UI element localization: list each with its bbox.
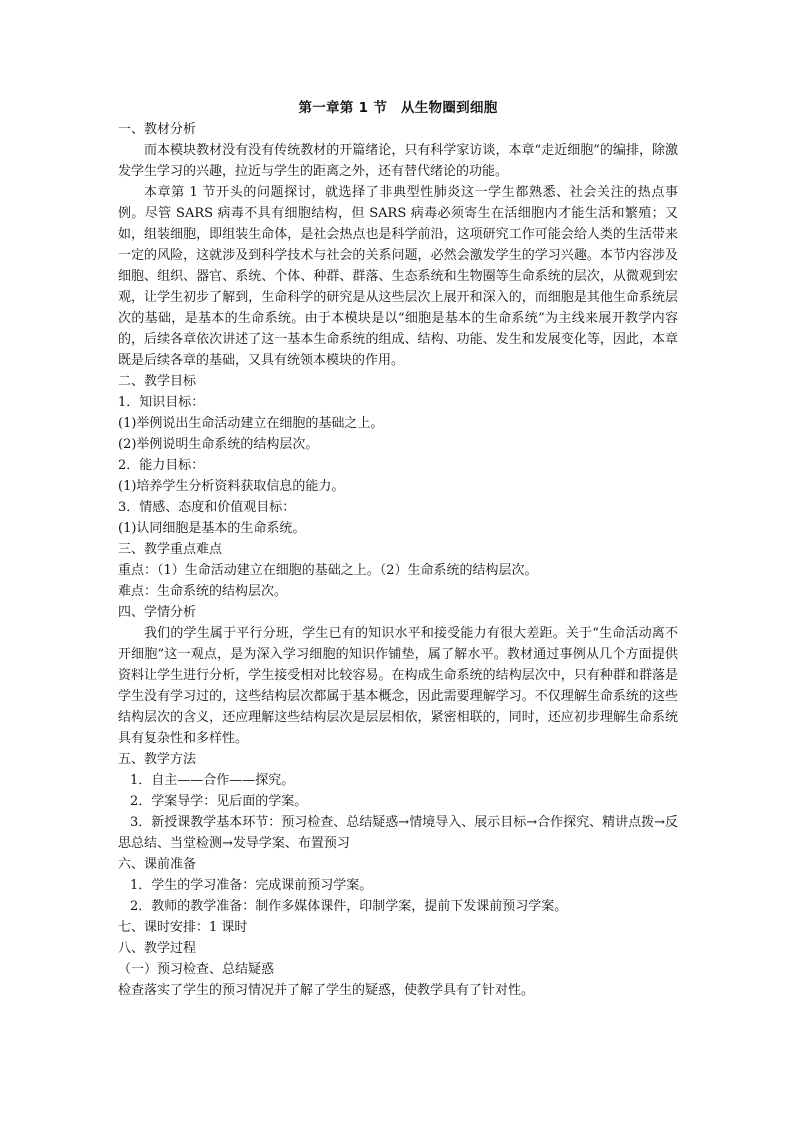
section-heading-5: 五、教学方法: [118, 752, 197, 767]
document-title: 第一章第 1 节 从生物圈到细胞: [298, 100, 498, 116]
section-heading-2: 二、教学目标: [118, 374, 197, 389]
section-heading-7: 七、课时安排：1 课时: [118, 920, 248, 935]
paragraph-2: 本章第 1 节开头的问题探讨，就选择了非典型性肺炎这一学生都熟悉、社会关注的热点事例。尽管 SARS 病毒不具有细胞结构，但 SARS 病毒必须寄生在活细胞内才能生活和繁殖；又如，组装细胞，即组装生命体，是社会热点也是科学前沿，这项研究工作可能会给人类的生活带来一定的风险，这就涉及到科学技术与社会的关系问题，必然会激发学生的学习兴趣。本节内容涉及细胞、组织、器官、系统、个体、种群、群落、生态系统和生物圈等生命系统的层次，从微观到宏观，让学生初步了解到，生命科学的研究是从这些层次上展开和深入的，而细胞是其他生命系统层次的基础，是基本的生命系统。由于本模块是以“细胞是基本的生命系统”为主线来展开教学内容的，后续各章依次讲述了这一基本生命系统的组成、结构、功能、发生和发展变化等，因此，本章既是后续各章的基础，又具有统领本模块的作用。: [118, 185, 678, 368]
emotion-goal-title: 3．情感、态度和价值观目标：: [118, 500, 296, 515]
subsection-heading-1: （一）预习检查、总结疑惑: [118, 962, 275, 977]
emotion-goal-1: (1)认同细胞是基本的生命系统。: [118, 521, 306, 536]
paragraph-process-1: 检查落实了学生的预习情况并了解了学生的疑惑，使教学具有了针对性。: [118, 983, 535, 998]
section-heading-8: 八、教学过程: [118, 941, 197, 956]
knowledge-goal-1: (1)举例说出生命活动建立在细胞的基础之上。: [118, 416, 384, 431]
method-2: 2．学案导学：见后面的学案。: [130, 794, 308, 809]
section-heading-6: 六、课前准备: [118, 857, 197, 872]
method-1: 1．自主——合作——探究。: [130, 773, 295, 788]
section-heading-3: 三、教学重点难点: [118, 542, 223, 557]
ability-goal-1: (1)培养学生分析资料获取信息的能力。: [118, 479, 345, 494]
section-heading-1: 一、教材分析: [118, 122, 197, 137]
prep-1: 1．学生的学习准备：完成课前预习学案。: [130, 878, 373, 893]
ability-goal-title: 2．能力目标：: [118, 458, 205, 473]
prep-2: 2．教师的教学准备：制作多媒体课件，印制学案，提前下发课前预习学案。: [130, 899, 568, 914]
method-3: 3．新授课教学基本环节：预习检查、总结疑惑→情境导入、展示目标→合作探究、精讲点拨→反思总结、当堂检测→发导学案、布置预习: [118, 815, 678, 851]
knowledge-goal-2: (2)举例说明生命系统的结构层次。: [118, 437, 319, 452]
key-points: 重点：（1）生命活动建立在细胞的基础之上。（2）生命系统的结构层次。: [118, 563, 538, 578]
paragraph-1: 而本模块教材没有没有传统教材的开篇绪论，只有科学家访谈，本章“走近细胞”的编排，除激发学生学习的兴趣，拉近与学生的距离之外，还有替代绪论的功能。: [118, 143, 678, 179]
document-body: [118, 98, 678, 1001]
paragraph-learner-analysis: 我们的学生属于平行分班，学生已有的知识水平和接受能力有很大差距。关于“生命活动离不开细胞”这一观点，是为深入学习细胞的知识作铺垫，属了解水平。教材通过事例从几个方面提供资料让学生进行分析，学生接受相对比较容易。在构成生命系统的结构层次中，只有种群和群落是学生没有学习过的，这些结构层次都属于基本概念，因此需要理解学习。不仅理解生命系统的这些结构层次的含义，还应理解这些结构层次是层层相依，紧密相联的，同时，还应初步理解生命系统具有复杂性和多样性。: [118, 626, 678, 746]
section-heading-4: 四、学情分析: [118, 605, 197, 620]
knowledge-goal-title: 1．知识目标：: [118, 395, 205, 410]
difficult-points: 难点：生命系统的结构层次。: [118, 584, 288, 599]
